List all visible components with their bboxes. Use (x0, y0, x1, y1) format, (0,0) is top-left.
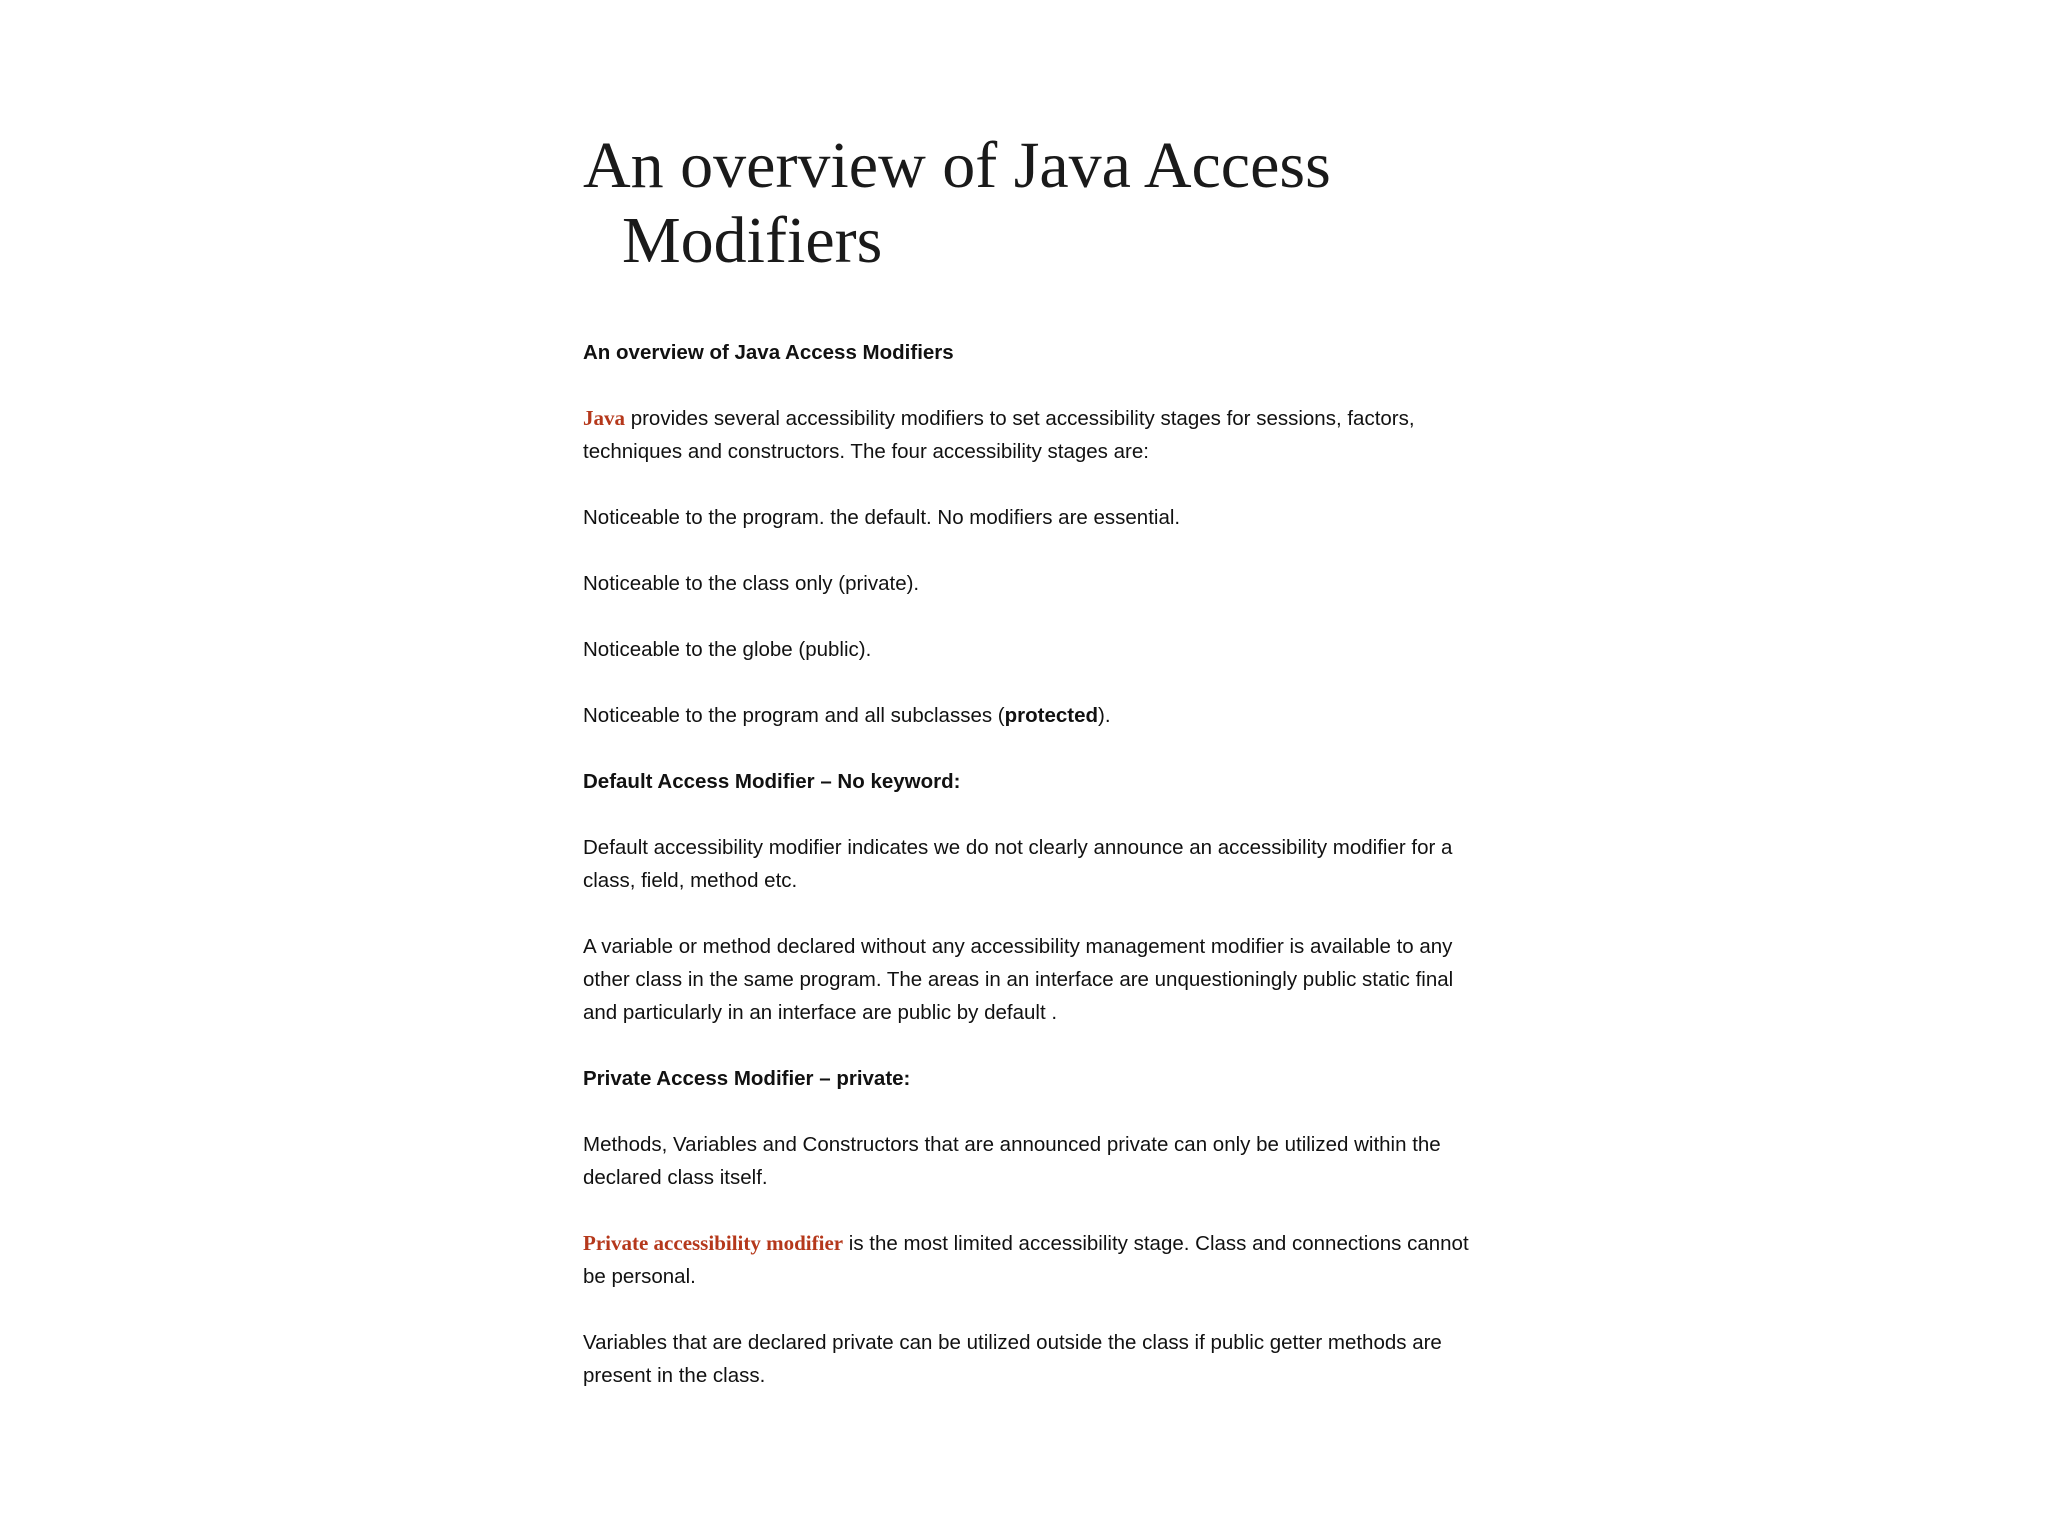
intro-paragraph (583, 402, 1483, 468)
stage-protected-keyword: protected (1004, 704, 1099, 727)
default-paragraph-1: Default accessibility modifier indicates we do not clearly announce an accessibility modifier for a class, field, method etc. (583, 836, 1453, 892)
private-modifier-link[interactable]: Private accessibility modifier (583, 1231, 844, 1255)
page-title: An overview of Java Access Modifiers (583, 129, 1331, 277)
stage-protected-before: Noticeable to the program and all subclasses ( (583, 704, 1005, 727)
private-paragraph-2 (583, 1227, 1483, 1293)
stage-protected-after: ). (1098, 704, 1111, 727)
article-body (583, 336, 1483, 1392)
private-heading: Private Access Modifier – private: (583, 1067, 911, 1090)
default-paragraph-2: A variable or method declared without any accessibility management modifier is available to any other class in the same program. The areas in an interface are unquestioningly public static final and particularly in an interface are public by default . (583, 935, 1454, 1024)
document-page (583, 128, 1483, 1425)
article-subtitle: An overview of Java Access Modifiers (583, 341, 954, 364)
intro-text: provides several accessibility modifiers to set accessibility stages for sessions, factors, techniques and constructors. The four accessibility stages are: (583, 407, 1415, 463)
stage-default: Noticeable to the program. the default. No modifiers are essential. (583, 506, 1181, 529)
stage-public: Noticeable to the globe (public). (583, 638, 872, 661)
stage-private: Noticeable to the class only (private). (583, 572, 920, 595)
java-link[interactable]: Java (583, 406, 625, 430)
private-paragraph-2-text: is the most limited accessibility stage. Class and connections cannot be personal. (583, 1232, 1469, 1288)
private-paragraph-3: Variables that are declared private can be utilized outside the class if public getter methods are present in the class. (583, 1331, 1442, 1387)
stage-protected (583, 699, 1483, 732)
private-paragraph-1: Methods, Variables and Constructors that are announced private can only be utilized within the declared class itself. (583, 1133, 1441, 1189)
default-heading: Default Access Modifier – No keyword: (583, 770, 961, 793)
